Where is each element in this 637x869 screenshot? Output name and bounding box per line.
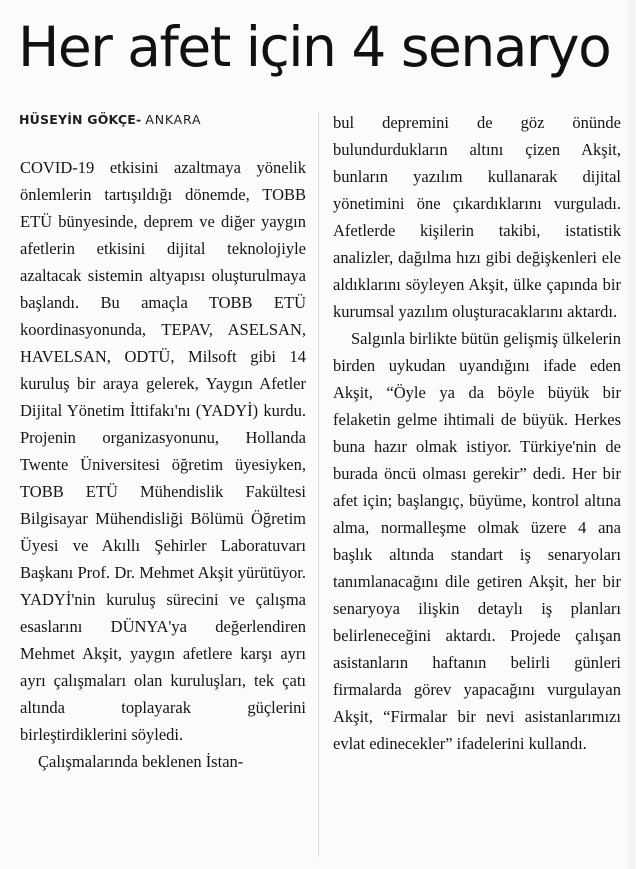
article-column-left — [20, 154, 306, 775]
article-headline: Her afet için 4 senaryo — [18, 15, 611, 79]
paragraph: COVID-19 etkisini azaltmaya yönelik önlemlerin tartışıldığı dönemde, TOBB ETÜ bünyesinde, deprem ve diğer yaygın afetlerin etkisini dijital teknolojiyle azaltacak sistemin altyapısı oluşturulmaya başlandı. Bu amaçla TOBB ETÜ koordinasyonunda, TEPAV, ASELSAN, HAVELSAN, ODTÜ, Milsoft gibi 14 kuruluş bir araya gelerek, Yaygın Afetler Dijital Yönetim İttifakı'nı (YADYİ) kurdu. Projenin organizasyonunu, Hollanda Twente Üniversitesi öğretim üyesiyken, TOBB ETÜ Mühendislik Fakültesi Bilgisayar Mühendisliği Bölümü Öğretim Üyesi ve Akıllı Şehirler Laboratuvarı Başkanı Prof. Dr. Mehmet Akşit yürütüyor. YADYİ'nin kuruluş sürecini ve çalışma esaslarını DÜNYA'ya değerlendiren Mehmet Akşit, yaygın afetlere karşı ayrı ayrı çalışmaları olan kuruluşları, tek çatı altında toplayarak güçlerini birleştirdiklerini söyledi. — [20, 158, 306, 744]
paragraph: bul depremini de göz önünde bulundurdukların altını çizen Akşit, bunların yazılım kullanarak dijital yönetimini öne çıkardıklarını vurguladı. Afetlerde kişilerin takibi, istatistik analizler, dağılma hızı gibi değişkenleri ele aldıklarını söyleyen Akşit, ülke çapında bir kurumsal yazılım oluşturacaklarını aktardı. — [333, 113, 621, 321]
paragraph: Çalışmalarında beklenen İstan- — [38, 752, 244, 771]
author-name: HÜSEYİN GÖKÇE — [19, 112, 136, 127]
dateline-city: ANKARA — [145, 112, 202, 127]
paragraph: Salgınla birlikte bütün gelişmiş ülkelerin birden uykudan uyandığını ifade eden Akşit, “Öyle ya da böyle büyük bir felaketin gelme ihtimali de büyük. Herkes buna hazır olmak istiyor. Türkiye'nin de burada öncü olması gerekir” dedi. Her bir afet için; başlangıç, büyüme, kontrol altına alma, normalleşme olmak üzere 4 ana başlık altında standart iş senaryoları tanımlanacağını dile getiren Akşit, her bir senaryoya ilişkin detaylı iş planları belirleneceğini aktardı. Projede çalışan asistanların haftanın belirli günleri firmalarda görev yapacağını vurgulayan Akşit, “Firmalar bir nevi asistanlarımızı evlat edinecekler” ifadelerini kullandı. — [333, 329, 621, 753]
byline — [19, 112, 201, 128]
column-divider — [318, 112, 319, 857]
byline-separator: - — [136, 112, 142, 127]
page-edge-shading — [625, 0, 635, 869]
article-column-right — [333, 109, 621, 757]
